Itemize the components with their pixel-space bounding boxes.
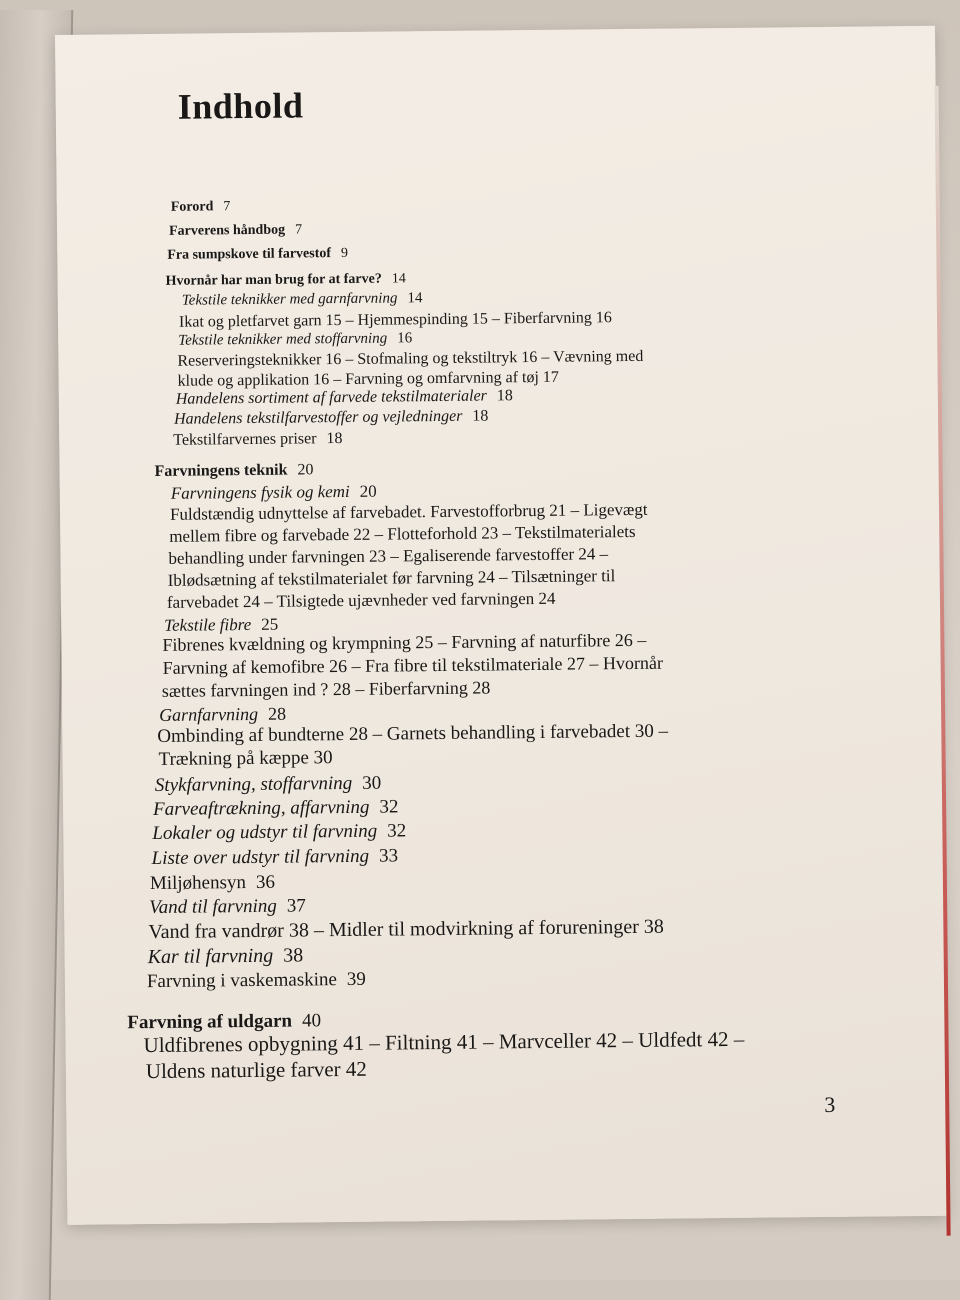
toc-entry-text: Farvning af uldgarn [127,1010,293,1034]
toc-subheading [159,705,286,724]
toc-entry-text: Kar til farvning [147,944,274,969]
toc-entry-text: Tekstile teknikker med garnfarvning [181,290,398,309]
toc-page-number: 20 [297,461,314,479]
toc-entry-text: Hvornår har man brug for at farve? [165,271,382,289]
toc-entry-text: Farverens håndbog [168,222,286,239]
toc-text-line [143,1026,745,1058]
toc-entry-text: farvebadet 24 – Tilsigtede ujævnheder ved farvningen 24 [166,588,556,612]
toc-subheading [148,945,304,967]
toc-text-line [177,349,643,370]
toc-text-line [167,590,556,611]
toc-text-line [168,567,616,589]
toc-page-number: 32 [387,820,407,842]
toc-text-line [162,678,491,699]
toc-text-line [148,917,664,942]
toc-entry-text: Vand fra vandrør 38 – Midler til modvirkning af forureninger 38 [148,915,664,944]
toc-heading [154,462,313,480]
toc-entry-text: Iblødsætning af tekstilmaterialet før farvning 24 – Tilsætninger til [167,566,616,590]
toc-page-number: 18 [472,407,489,425]
toc-subheading [152,821,406,843]
toc-entry-text: Handelens sortiment af farvede tekstilmaterialer [175,387,487,408]
toc-entry-text: Garnfarvning [159,703,259,725]
toc-entry-text: Miljøhensyn [149,872,247,895]
toc-subheading [155,774,382,795]
toc-entry-text: Trækning på kæppe 30 [158,747,333,770]
toc-page-number: 38 [283,944,304,967]
toc-entry-text: Lokaler og udstyr til farvning [152,820,378,845]
toc-entry-text: Uldfibrenes opbygning 41 – Filtning 41 – Marvceller 42 – Uldfedt 42 – [143,1026,745,1058]
toc-entry-text: Farveaftrækning, affarvning [153,796,370,821]
toc-page-number: 18 [326,430,343,448]
toc-entry-text: Tekstile fibre [164,614,252,635]
toc-page-number: 9 [340,245,349,262]
toc-page-number: 18 [496,387,513,405]
toc-page-number: 33 [378,845,399,867]
toc-entry-text: Tekstile teknikker med stoffarvning [178,330,388,349]
toc-text-line [150,873,275,893]
toc-page-number: 20 [359,481,377,501]
toc-text-line [157,722,668,746]
toc-entry-text: Farvningens teknik [154,461,288,480]
toc-page-number: 25 [261,614,279,634]
toc-entry-text: Uldens naturlige farver 42 [145,1056,367,1084]
toc-text-line [169,523,635,545]
toc-entry-text: Ombinding af bundterne 28 – Garnets behandling i farvebadet 30 – [157,720,669,747]
toc-text-line [163,654,664,677]
toc-page-number: 28 [268,703,287,724]
toc-page-number: 36 [255,871,276,893]
toc-subheading [152,846,399,868]
toc-entry-text: Tekstilfarvernes priser [173,430,317,449]
toc-entry-text: sættes farvningen ind ? 28 – Fiberfarvning 28 [161,677,491,701]
toc-page-number: 40 [301,1010,322,1032]
toc-page-number: 39 [346,968,366,990]
toc-subheading [182,291,423,309]
toc-text-line [173,431,342,449]
toc-page-number: 7 [295,222,303,238]
toc-page-number: 16 [397,330,413,347]
toc-text-line [147,970,366,991]
toc-text-line [162,631,646,654]
toc-page-number: 32 [379,796,399,818]
toc-entry-text: Ikat og pletfarvet garn 15 – Hjemmespinding 15 – Fiberfarvning 16 [178,309,612,331]
toc-page-number: 14 [407,290,423,307]
toc-entry-text: klude og applikation 16 – Farvning og omfarvning af tøj 17 [177,368,559,390]
toc-entry-text: Vand til farvning [149,895,277,919]
page-title: Indhold [177,85,304,127]
toc-page-number: 7 [223,199,231,215]
toc-entry-text: Farvningens fysik og kemi [170,481,350,503]
toc-subheading [164,616,278,634]
toc-subheading [178,331,412,348]
toc-heading [167,247,348,263]
toc-page-number: 30 [362,772,382,794]
toc-entry-text: Fibrenes kvældning og krympning 25 – Farvning af naturfibre 26 – [162,629,647,655]
page-number: 3 [824,1091,836,1118]
toc-heading [127,1011,321,1032]
toc-heading [171,200,231,215]
toc-entry-text: Reserveringsteknikker 16 – Stofmaling og tekstiltryk 16 – Vævning med [177,347,644,370]
toc-heading [166,272,406,289]
toc-entry-text: mellem fibre og farvebade 22 – Flotteforhold 23 – Tekstilmaterialets [169,521,636,546]
toc-text-line [158,748,332,769]
toc-text-line [179,310,612,331]
toc-entry-text: Stykfarvning, stoffarvning [154,772,353,796]
toc-entry-text: Farvning af kemofibre 26 – Fra fibre til tekstilmateriale 27 – Hvornår [162,652,664,678]
toc-entry-text: Farvning i vaskemaskine [146,969,337,993]
toc-page-number: 37 [286,895,306,917]
toc-subheading [153,797,399,819]
toc-entry-text: Forord [170,199,214,215]
toc-page-number: 14 [391,271,406,287]
toc-entry-text: behandling under farvningen 23 – Egaliserende farvestoffer 24 – [168,544,609,568]
toc-subheading [171,483,377,502]
toc-text-line [145,1056,367,1084]
toc-text-line [168,545,608,567]
toc-text-line [170,501,648,523]
toc-heading [169,223,302,238]
toc-subheading [149,896,306,917]
toc-subheading [174,408,489,427]
toc-entry-text: Liste over udstyr til farvning [151,845,370,870]
book-page [55,26,947,1225]
toc-entry-text: Fra sumpskove til farvestof [167,246,332,263]
toc-subheading [176,388,513,408]
toc-entry-text: Fuldstændig udnyttelse af farvebadet. Farvestofforbrug 21 – Ligevægt [169,499,648,524]
toc-entry-text: Handelens tekstilfarvestoffer og vejledninger [173,407,463,428]
